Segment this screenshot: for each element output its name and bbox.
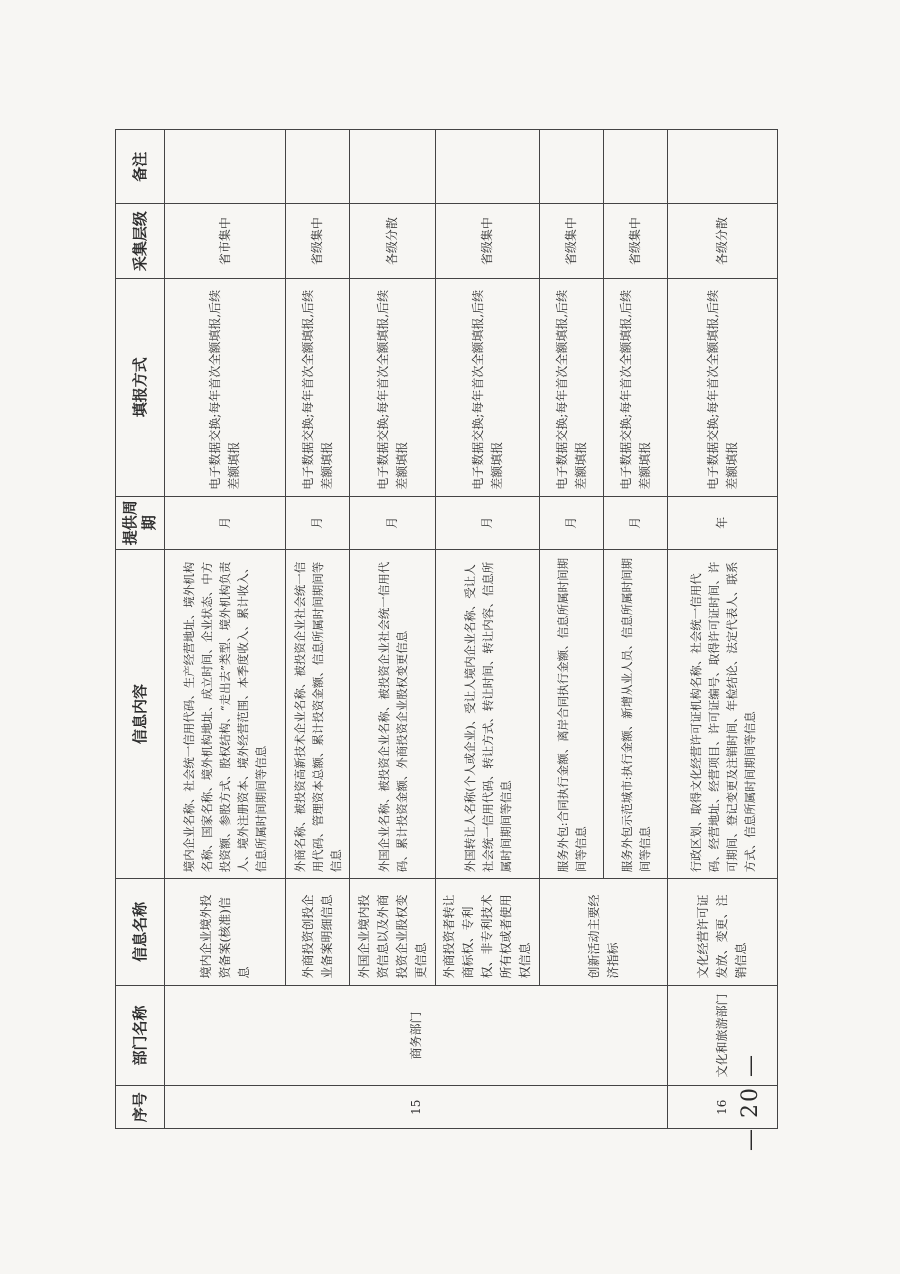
method-cell: 电子数据交换;每年首次全额填报,后续差额填报 (540, 278, 604, 496)
table-row (540, 130, 604, 1129)
seq-cell: 16 (668, 1086, 778, 1129)
method-cell: 电子数据交换;每年首次全额填报,后续差额填报 (286, 278, 350, 496)
period-cell: 月 (540, 496, 604, 549)
info-content-cell: 服务外包:合同执行金额、离岸合同执行金额、信息所属时间期间等信息 (540, 549, 604, 878)
header-department: 部门名称 (116, 985, 165, 1086)
remark-cell (436, 130, 540, 204)
table-row (436, 130, 540, 1129)
table-row (350, 130, 436, 1129)
info-name-cell: 外国企业境内投资信息以及外商投资企业股权变更信息 (350, 879, 436, 985)
remark-cell (668, 130, 778, 204)
level-cell: 省级集中 (286, 204, 350, 278)
info-name-cell: 创新活动主要经济指标 (540, 879, 668, 985)
method-cell: 电子数据交换;每年首次全额填报,后续差额填报 (350, 278, 436, 496)
remark-cell (604, 130, 668, 204)
info-content-cell: 境内企业名称、社会统一信用代码、生产经营地址、境外机构名称、国家名称、境外机构地址、成立时间、企业状态、中方投资额、参股方式、股权结构、“走出去”类型、境外机构负责人、境外注册资本、境外经营范围、本季度收入、累计收入、信息所属时间期间等信息 (165, 549, 286, 878)
remark-cell (165, 130, 286, 204)
header-method: 填报方式 (116, 278, 165, 496)
header-seq: 序号 (116, 1086, 165, 1129)
remark-cell (540, 130, 604, 204)
department-cell: 文化和旅游部门 (668, 985, 778, 1086)
header-period: 提供周期 (116, 496, 165, 549)
level-cell: 省级集中 (540, 204, 604, 278)
info-name-cell: 境内企业境外投资备案(核准)信息 (165, 879, 286, 985)
info-content-cell: 外国企业名称、被投资企业名称、被投资企业社会统一信用代码、累计投资金额、外商投资企业股权变更信息 (350, 549, 436, 878)
department-cell: 商务部门 (165, 985, 668, 1086)
method-cell: 电子数据交换;每年首次全额填报,后续差额填报 (668, 278, 778, 496)
info-table (115, 129, 778, 1129)
level-cell: 省市集中 (165, 204, 286, 278)
method-cell: 电子数据交换;每年首次全额填报,后续差额填报 (604, 278, 668, 496)
level-cell: 各级分散 (668, 204, 778, 278)
header-row (116, 130, 165, 1129)
info-content-cell: 行政区划、取得文化经营许可证机构名称、社会统一信用代码、经营地址、经营项目、许可证编号、取得许可证时间、许可期间、登记变更及注销时间、年检结论、法定代表人、联系方式、信息所属时间期间等信息 (668, 549, 778, 878)
header-remark: 备注 (116, 130, 165, 204)
info-name-cell: 外商投资者转让商标权、专利权、非专利技术所有权或者使用权信息 (436, 879, 540, 985)
level-cell: 省级集中 (604, 204, 668, 278)
remark-cell (286, 130, 350, 204)
header-info-content: 信息内容 (116, 549, 165, 878)
remark-cell (350, 130, 436, 204)
info-content-cell: 外商名称、被投资高新技术企业名称、被投资企业社会统一信用代码、管理资本总额、累计投资金额、信息所属时间期间等信息 (286, 549, 350, 878)
info-name-cell: 文化经营许可证发放、变更、注销信息 (668, 879, 778, 985)
header-level: 采集层级 (116, 204, 165, 278)
info-content-cell: 外国转让人名称(个人或企业)、受让人境内企业名称、受让人社会统一信用代码、转让方式、转让时间、转让内容、信息所属时间期间等信息 (436, 549, 540, 878)
table-row (165, 130, 286, 1129)
info-content-cell: 服务外包示范城市:执行金额、新增从业人员、信息所属时间期间等信息 (604, 549, 668, 878)
period-cell: 月 (350, 496, 436, 549)
method-cell: 电子数据交换;每年首次全额填报,后续差额填报 (436, 278, 540, 496)
header-info-name: 信息名称 (116, 879, 165, 985)
table-row (286, 130, 350, 1129)
period-cell: 月 (604, 496, 668, 549)
period-cell: 月 (165, 496, 286, 549)
level-cell: 省级集中 (436, 204, 540, 278)
period-cell: 月 (436, 496, 540, 549)
seq-cell: 15 (165, 1086, 668, 1129)
level-cell: 各级分散 (350, 204, 436, 278)
period-cell: 月 (286, 496, 350, 549)
method-cell: 电子数据交换;每年首次全额填报,后续差额填报 (165, 278, 286, 496)
period-cell: 年 (668, 496, 778, 549)
info-name-cell: 外商投资创投企业备案明细信息 (286, 879, 350, 985)
page-number: — 20 — (738, 1053, 763, 1151)
table-row (668, 130, 778, 1129)
